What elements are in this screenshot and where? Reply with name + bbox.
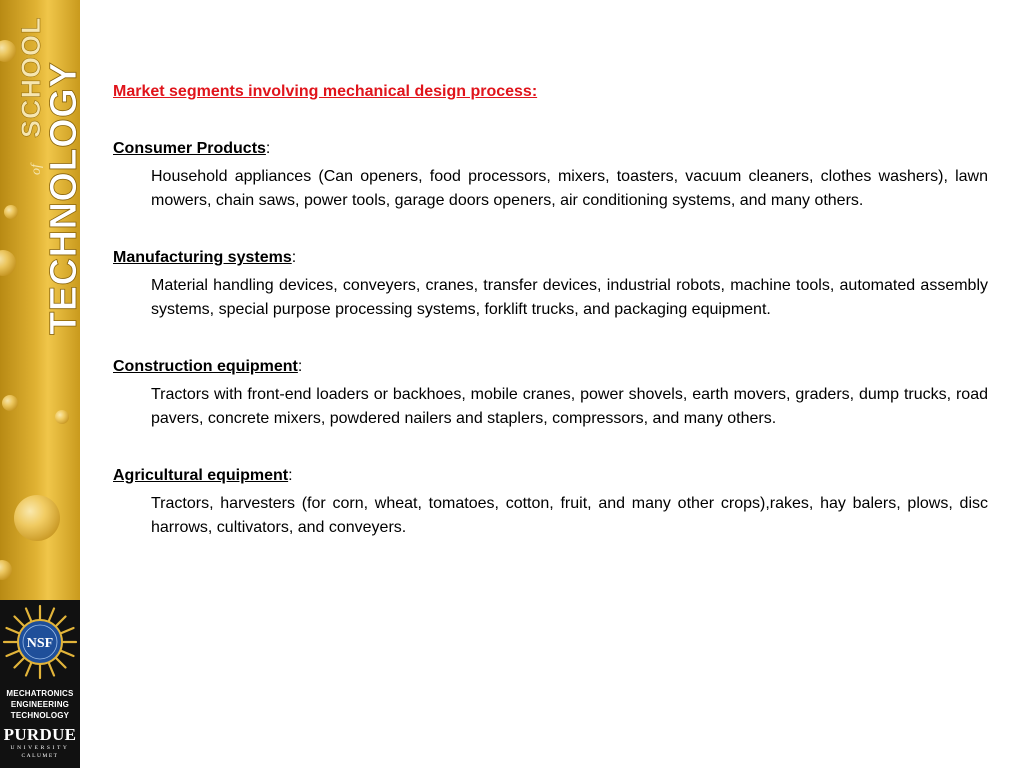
brand-school-text: SCHOOL: [16, 16, 46, 138]
segment-construction-equipment: [113, 355, 988, 431]
segment-description: Tractors, harvesters (for corn, wheat, tomatoes, cotton, fruit, and many other crops),rakes, hay balers, plows, disc harrows, cultivators, and conveyers.: [151, 495, 988, 536]
nsf-label: NSF: [26, 636, 54, 651]
segment-name: Construction equipment: [113, 358, 298, 375]
purdue-university-text: UNIVERSITY: [10, 745, 70, 751]
segment-description: Material handling devices, conveyers, cranes, transfer devices, industrial robots, machine tools, automated assembly systems, special purpose processing systems, forklift trucks, and packaging equipment.: [151, 277, 988, 318]
segment-heading: Agricultural equipment:: [113, 467, 293, 484]
slide-content: [113, 80, 988, 540]
segment-description: Household appliances (Can openers, food processors, mixers, toasters, vacuum cleaners, clothes washers), lawn mowers, chain saws, power tools, garage doors openers, air conditioning systems, and many others.: [151, 168, 988, 209]
sidebar-banner: [0, 0, 85, 768]
school-of-technology-logo: [0, 0, 85, 600]
segment-agricultural-equipment: [113, 464, 988, 540]
segment-heading: Consumer Products:: [113, 140, 271, 157]
purdue-campus-text: CALUMET: [21, 753, 59, 759]
sponsor-logo-panel: [0, 600, 80, 768]
segment-name: Agricultural equipment: [113, 467, 289, 484]
brand-of-text: of: [29, 164, 44, 175]
segment-heading: Construction equipment:: [113, 358, 303, 375]
nsf-seal-icon: [2, 604, 78, 680]
purdue-calumet-logo: [2, 726, 78, 764]
segment-consumer-products: [113, 137, 988, 213]
page-title: Market segments involving mechanical design process:: [113, 83, 538, 100]
segment-name: Manufacturing systems: [113, 249, 292, 266]
mech-line: MECHATRONICS: [6, 689, 74, 698]
segment-heading: Manufacturing systems:: [113, 249, 297, 266]
segment-name: Consumer Products: [113, 140, 266, 157]
mechatronics-program-label: [0, 688, 80, 721]
mech-line: TECHNOLOGY: [10, 711, 70, 720]
segment-description: Tractors with front-end loaders or backhoes, mobile cranes, power shovels, earth movers, graders, dump trucks, road pavers, concrete mixers, powdered nailers and staplers, compressors, and many others.: [151, 386, 988, 427]
segment-manufacturing-systems: [113, 246, 988, 322]
purdue-word: PURDUE: [3, 725, 77, 744]
brand-technology-text: TECHNOLOGY: [43, 61, 85, 335]
mech-line: ENGINEERING: [10, 700, 70, 709]
